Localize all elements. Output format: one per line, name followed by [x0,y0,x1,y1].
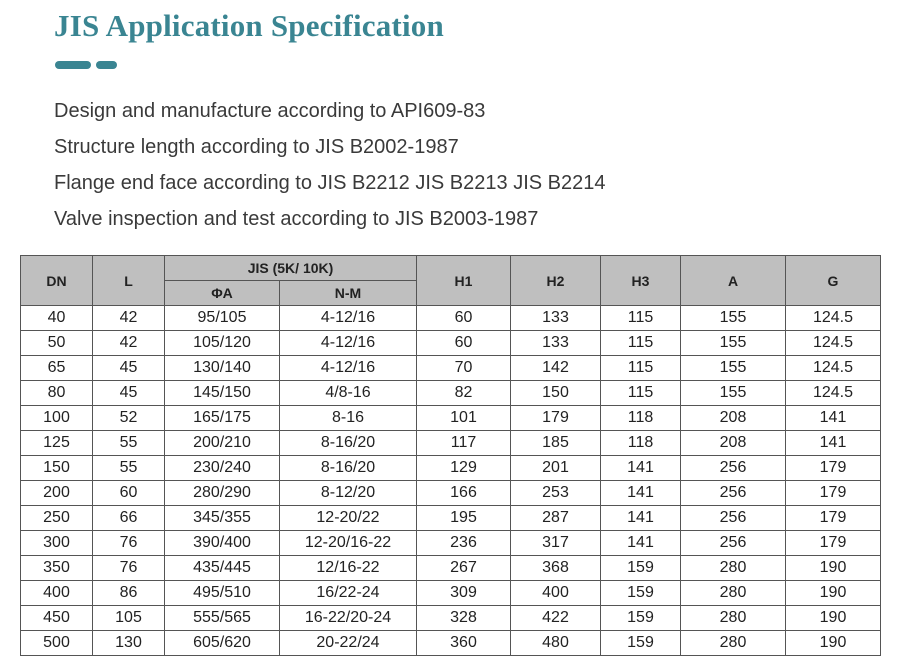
header-group-jis: JIS (5K/ 10K) [165,256,417,281]
header-h2: H2 [511,256,601,306]
cell-h3: 159 [601,581,681,606]
cell-phi-a: 280/290 [165,481,280,506]
cell-g: 190 [786,631,881,656]
cell-n-m: 16/22-24 [280,581,417,606]
cell-phi-a: 165/175 [165,406,280,431]
cell-a: 256 [681,531,786,556]
cell-g: 190 [786,556,881,581]
cell-h2: 317 [511,531,601,556]
cell-g: 124.5 [786,356,881,381]
spec-list [54,93,605,237]
cell-h1: 309 [417,581,511,606]
cell-l: 60 [93,481,165,506]
table-row [21,456,881,481]
table-row [21,406,881,431]
cell-h2: 480 [511,631,601,656]
table-row [21,506,881,531]
table-row [21,581,881,606]
cell-a: 208 [681,406,786,431]
table-row [21,331,881,356]
page-title: JIS Application Specification [54,8,444,43]
cell-l: 42 [93,331,165,356]
cell-l: 130 [93,631,165,656]
cell-dn: 80 [21,381,93,406]
table-row [21,381,881,406]
cell-n-m: 12/16-22 [280,556,417,581]
table-row [21,306,881,331]
cell-g: 179 [786,456,881,481]
cell-h2: 142 [511,356,601,381]
header-h3: H3 [601,256,681,306]
cell-h1: 60 [417,306,511,331]
cell-dn: 200 [21,481,93,506]
cell-g: 190 [786,606,881,631]
cell-h1: 117 [417,431,511,456]
cell-h1: 166 [417,481,511,506]
cell-n-m: 4-12/16 [280,306,417,331]
cell-dn: 125 [21,431,93,456]
cell-dn: 450 [21,606,93,631]
cell-dn: 400 [21,581,93,606]
table-row [21,431,881,456]
cell-h1: 70 [417,356,511,381]
cell-l: 76 [93,556,165,581]
header-h1: H1 [417,256,511,306]
table-row [21,481,881,506]
cell-n-m: 4-12/16 [280,331,417,356]
cell-l: 42 [93,306,165,331]
cell-phi-a: 105/120 [165,331,280,356]
cell-g: 179 [786,481,881,506]
cell-h3: 115 [601,331,681,356]
cell-g: 124.5 [786,306,881,331]
cell-h1: 82 [417,381,511,406]
cell-phi-a: 130/140 [165,356,280,381]
cell-h3: 115 [601,356,681,381]
cell-g: 179 [786,531,881,556]
cell-n-m: 16-22/20-24 [280,606,417,631]
cell-a: 256 [681,481,786,506]
spec-line: Design and manufacture according to API609-83 [54,100,486,122]
cell-h3: 141 [601,531,681,556]
cell-n-m: 8-16/20 [280,456,417,481]
cell-l: 76 [93,531,165,556]
cell-h2: 133 [511,306,601,331]
header-l: L [93,256,165,306]
cell-phi-a: 345/355 [165,506,280,531]
cell-dn: 350 [21,556,93,581]
header-g: G [786,256,881,306]
table-row [21,531,881,556]
cell-g: 141 [786,406,881,431]
cell-n-m: 8-16/20 [280,431,417,456]
header-phi-a: ΦA [165,281,280,306]
cell-phi-a: 495/510 [165,581,280,606]
spec-line: Structure length according to JIS B2002-1987 [54,136,459,158]
cell-a: 280 [681,581,786,606]
cell-n-m: 12-20/22 [280,506,417,531]
cell-h3: 141 [601,481,681,506]
cell-a: 155 [681,306,786,331]
cell-h1: 236 [417,531,511,556]
cell-l: 86 [93,581,165,606]
title-underline-bar-short [96,61,117,69]
cell-h1: 328 [417,606,511,631]
cell-h3: 159 [601,606,681,631]
cell-g: 190 [786,581,881,606]
spec-line: Valve inspection and test according to JIS B2003-1987 [54,208,539,230]
cell-g: 179 [786,506,881,531]
cell-h1: 101 [417,406,511,431]
cell-phi-a: 605/620 [165,631,280,656]
cell-dn: 250 [21,506,93,531]
cell-g: 141 [786,431,881,456]
cell-h3: 141 [601,506,681,531]
cell-h2: 253 [511,481,601,506]
header-n-m: N-M [280,281,417,306]
cell-dn: 500 [21,631,93,656]
cell-h2: 150 [511,381,601,406]
spec-line: Flange end face according to JIS B2212 JIS B2213 JIS B2214 [54,172,606,194]
cell-h1: 60 [417,331,511,356]
cell-h3: 141 [601,456,681,481]
cell-phi-a: 230/240 [165,456,280,481]
header-a: A [681,256,786,306]
dimension-table [20,255,881,656]
cell-h2: 400 [511,581,601,606]
cell-phi-a: 200/210 [165,431,280,456]
cell-h3: 118 [601,431,681,456]
cell-a: 155 [681,356,786,381]
cell-h2: 185 [511,431,601,456]
cell-l: 66 [93,506,165,531]
cell-h2: 422 [511,606,601,631]
cell-h3: 118 [601,406,681,431]
table-row [21,356,881,381]
cell-l: 105 [93,606,165,631]
cell-dn: 100 [21,406,93,431]
cell-phi-a: 95/105 [165,306,280,331]
cell-h2: 201 [511,456,601,481]
cell-phi-a: 145/150 [165,381,280,406]
table-row [21,556,881,581]
cell-a: 256 [681,456,786,481]
cell-h1: 267 [417,556,511,581]
table-row [21,631,881,656]
cell-n-m: 4-12/16 [280,356,417,381]
cell-h3: 115 [601,306,681,331]
cell-h2: 179 [511,406,601,431]
cell-dn: 50 [21,331,93,356]
cell-n-m: 20-22/24 [280,631,417,656]
cell-g: 124.5 [786,381,881,406]
cell-phi-a: 390/400 [165,531,280,556]
cell-h3: 159 [601,556,681,581]
cell-h2: 287 [511,506,601,531]
cell-a: 280 [681,631,786,656]
cell-h2: 133 [511,331,601,356]
cell-a: 280 [681,556,786,581]
cell-l: 55 [93,456,165,481]
cell-g: 124.5 [786,331,881,356]
cell-dn: 65 [21,356,93,381]
cell-h1: 195 [417,506,511,531]
cell-n-m: 8-12/20 [280,481,417,506]
cell-a: 155 [681,331,786,356]
cell-phi-a: 555/565 [165,606,280,631]
cell-dn: 150 [21,456,93,481]
cell-l: 55 [93,431,165,456]
cell-n-m: 8-16 [280,406,417,431]
cell-n-m: 4/8-16 [280,381,417,406]
cell-a: 208 [681,431,786,456]
cell-phi-a: 435/445 [165,556,280,581]
cell-l: 52 [93,406,165,431]
cell-l: 45 [93,381,165,406]
cell-h3: 159 [601,631,681,656]
cell-l: 45 [93,356,165,381]
cell-h2: 368 [511,556,601,581]
table-row [21,606,881,631]
cell-a: 280 [681,606,786,631]
cell-a: 155 [681,381,786,406]
title-underline-bar [55,61,91,69]
cell-h1: 360 [417,631,511,656]
cell-h1: 129 [417,456,511,481]
header-dn: DN [21,256,93,306]
table-body [21,306,881,656]
cell-a: 256 [681,506,786,531]
cell-dn: 40 [21,306,93,331]
cell-dn: 300 [21,531,93,556]
cell-n-m: 12-20/16-22 [280,531,417,556]
cell-h3: 115 [601,381,681,406]
